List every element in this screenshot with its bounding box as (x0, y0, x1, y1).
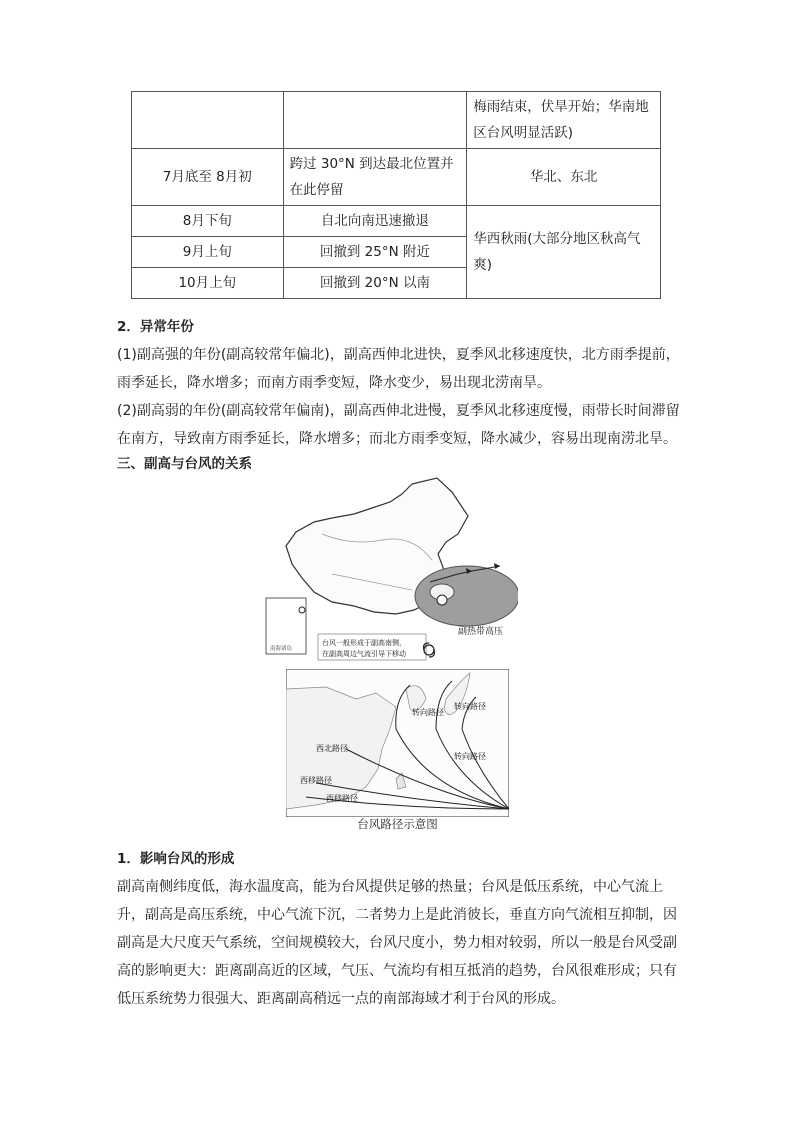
table-cell-time: 9月上旬 (132, 237, 284, 268)
table-cell-position: 跨过 30°N 到达最北位置并在此停留 (283, 149, 467, 206)
table-cell-time: 8月下旬 (132, 206, 284, 237)
path-label-northwest: 西北路径 (316, 744, 348, 753)
table-row (132, 206, 661, 237)
path-label-west-2: 西移路径 (326, 794, 358, 803)
table-cell-position: 回撤到 25°N 附近 (283, 237, 467, 268)
table-cell-position: 回撤到 20°N 以南 (283, 268, 467, 299)
section-heading-abnormal-years: 2．异常年份 (117, 319, 194, 335)
table-cell-position (283, 92, 467, 149)
subtropical-high-shading (415, 566, 518, 626)
table-cell-time (132, 92, 284, 149)
section-heading-typhoon-formation: 1．影响台风的形成 (117, 851, 235, 867)
typhoon-map-caption: 台风路径示意图 (357, 817, 438, 831)
path-label-turn-2: 转向路径 (454, 702, 486, 711)
paragraph-strong-high: (1)副高强的年份(副高较常年偏北)，副高西伸北进快，夏季风北移速度快，北方雨季提前，雨季延长，降水增多；而南方雨季变短，降水变少，易出现北涝南旱。 (117, 347, 680, 391)
table-row (132, 149, 661, 206)
path-label-west-1: 西移路径 (300, 776, 332, 785)
typhoon-note-line1: 台风一般形成于副高南侧， (322, 640, 406, 647)
table-cell-effect: 华西秋雨(大部分地区秋高气爽) (467, 206, 661, 299)
table-cell-effect: 华北、东北 (467, 149, 661, 206)
path-label-turn-1: 转向路径 (412, 708, 444, 717)
section-heading-typhoon-relation: 三、副高与台风的关系 (117, 456, 252, 472)
high-pressure-label: 副热带高压 (458, 626, 504, 636)
table-cell-position: 自北向南迅速撤退 (283, 206, 467, 237)
sun-icon (437, 595, 447, 605)
table-cell-time: 7月底至 8月初 (132, 149, 284, 206)
table-cell-time: 10月上旬 (132, 268, 284, 299)
china-subtropical-high-map (262, 474, 518, 662)
typhoon-note-line2: 在副高周边气流引导下移动 (322, 651, 406, 658)
table-cell-effect: 梅雨结束，伏旱开始；华南地区台风明显活跃) (467, 92, 661, 149)
paragraph-typhoon-formation: 副高南侧纬度低，海水温度高，能为台风提供足够的热量；台风是低压系统，中心气流上升，副高是高压系统，中心气流下沉，二者势力上是此消彼长，垂直方向气流相互抑制，因副高是大尺度天气系统，空间规模较大，台风尺度小，势力相对较弱，所以一般是台风受副高的影响更大：距离副高近的区域，气压、气流均有相互抵消的趋势，台风很难形成；只有低压系统势力很强大、距离副高稍远一点的南部海域才利于台风的形成。 (117, 879, 677, 1007)
subtropical-high-table (131, 91, 661, 299)
typhoon-path-map (286, 669, 509, 817)
table-row (132, 92, 661, 149)
paragraph-weak-high: (2)副高弱的年份(副高较常年偏南)，副高西伸北进慢，夏季风北移速度慢，雨带长时间滞留在南方，导致南方雨季延长，降水增多；而北方雨季变短，降水减少，容易出现南涝北旱。 (117, 403, 680, 447)
south-sea-inset-label: 南海诸岛 (270, 646, 293, 652)
path-label-turn-3: 转向路径 (454, 752, 486, 761)
